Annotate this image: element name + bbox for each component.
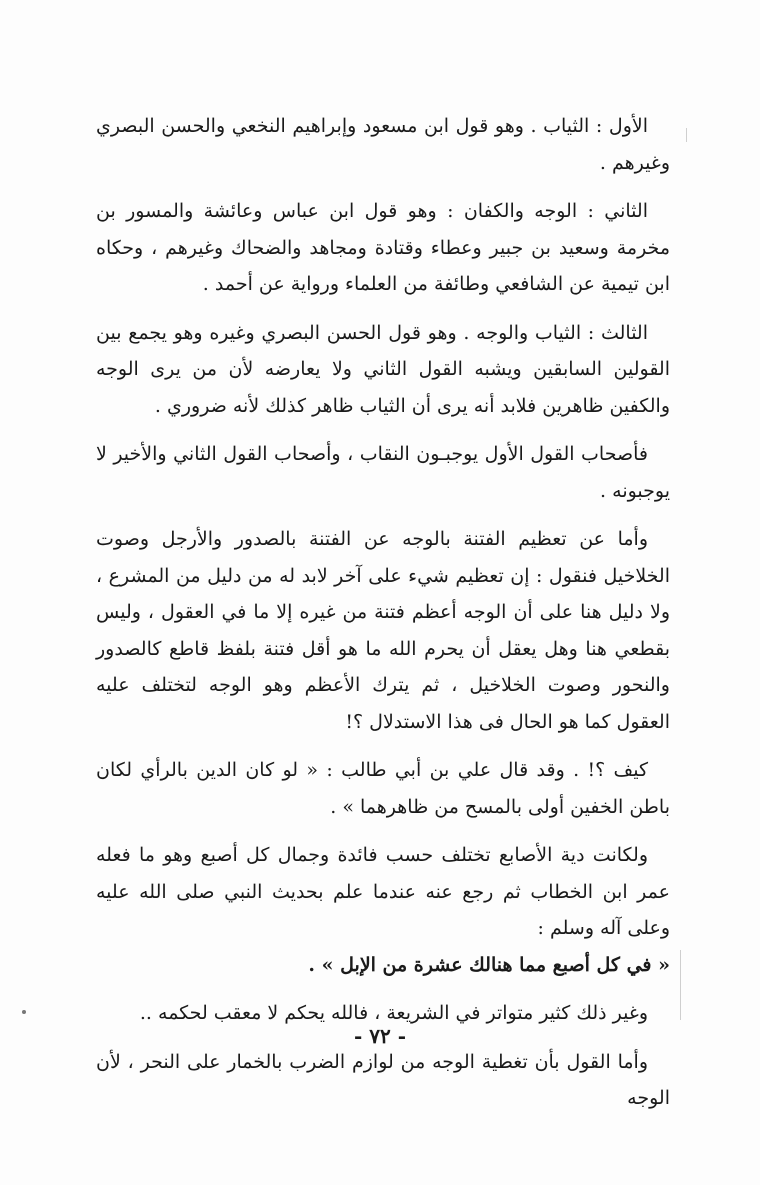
- paragraph-third-opinion: الثالث : الثياب والوجه . وهو قول الحسن البصري وغيره وهو يجمع بين القولين السابقين ويشبه القول الثاني ولا يعارضه لأن من يرى الوجه والكفين ظاهرين فلابد أنه يرى أن الثياب ظاهر كذلك لأنه ضروري .: [96, 321, 670, 417]
- margin-mark: [686, 128, 687, 142]
- page-number: - ٧٢ -: [353, 1024, 406, 1048]
- paragraph-fingers-blood-money: ولكانت دية الأصابع تختلف حسب فائدة وجمال كل أصبع وهو ما فعله عمر ابن الخطاب ثم رجع عنه عندما علم بحديث النبي صلى الله عليه وعلى آله وسلم :: [96, 844, 670, 939]
- margin-mark: [680, 950, 681, 1020]
- scan-speck: [22, 1010, 26, 1014]
- paragraph-temptation-argument: وأما عن تعظيم الفتنة بالوجه عن الفتنة بالصدور والأرجل وصوت الخلاخيل فنقول : إن تعظيم شيء على آخر لابد له من دليل من المشرع ، ولا دليل هنا على أن الوجه أعظم فتنة من غيره إلا ما في العقول ، وليس بقطعي هنا وهل يعقل أن يحرم الله ما هو أقل فتنة بلفظ قاطع كالصدور والنحور وصوت الخلاخيل ، ثم يترك الأعظم وهو الوجه لتختلف عليه العقول كما هو الحال فى هذا الاستدلال ؟!: [96, 528, 670, 733]
- paragraph-covering-face: وأما القول بأن تغطية الوجه من لوازم الضرب بالخمار على النحر ، لأن الوجه: [96, 1050, 670, 1109]
- paragraph-sharia-examples: وغير ذلك كثير متواتر في الشريعة ، فالله يحكم لا معقب لحكمه ..: [139, 1002, 648, 1024]
- paragraph-second-opinion: الثاني : الوجه والكفان : وهو قول ابن عباس وعائشة والمسور بن مخرمة وسعيد بن جبير وعطاء وقتادة ومجاهد والضحاك وغيرهم ، وحكاه ابن تيمية عن الشافعي وطائفة من العلماء ورواية عن أحمد .: [96, 200, 670, 295]
- paragraph-veil-positions: فأصحاب القول الأول يوجبـون النقاب ، وأصحاب القول الثاني والأخير لا يوجبونه .: [96, 443, 670, 502]
- hadith-quote: « في كل أصبع مما هنالك عشرة من الإبل » .: [308, 953, 670, 976]
- body-text: [96, 108, 670, 1129]
- paragraph-ali-quote: كيف ؟! . وقد قال علي بن أبي طالب : « لو كان الدين بالرأي لكان باطن الخفين أولى بالمسح من ظاهرهما » .: [96, 759, 670, 818]
- paragraph-first-opinion: الأول : الثياب . وهو قول ابن مسعود وإبراهيم النخعي والحسن البصري وغيرهم .: [96, 115, 670, 174]
